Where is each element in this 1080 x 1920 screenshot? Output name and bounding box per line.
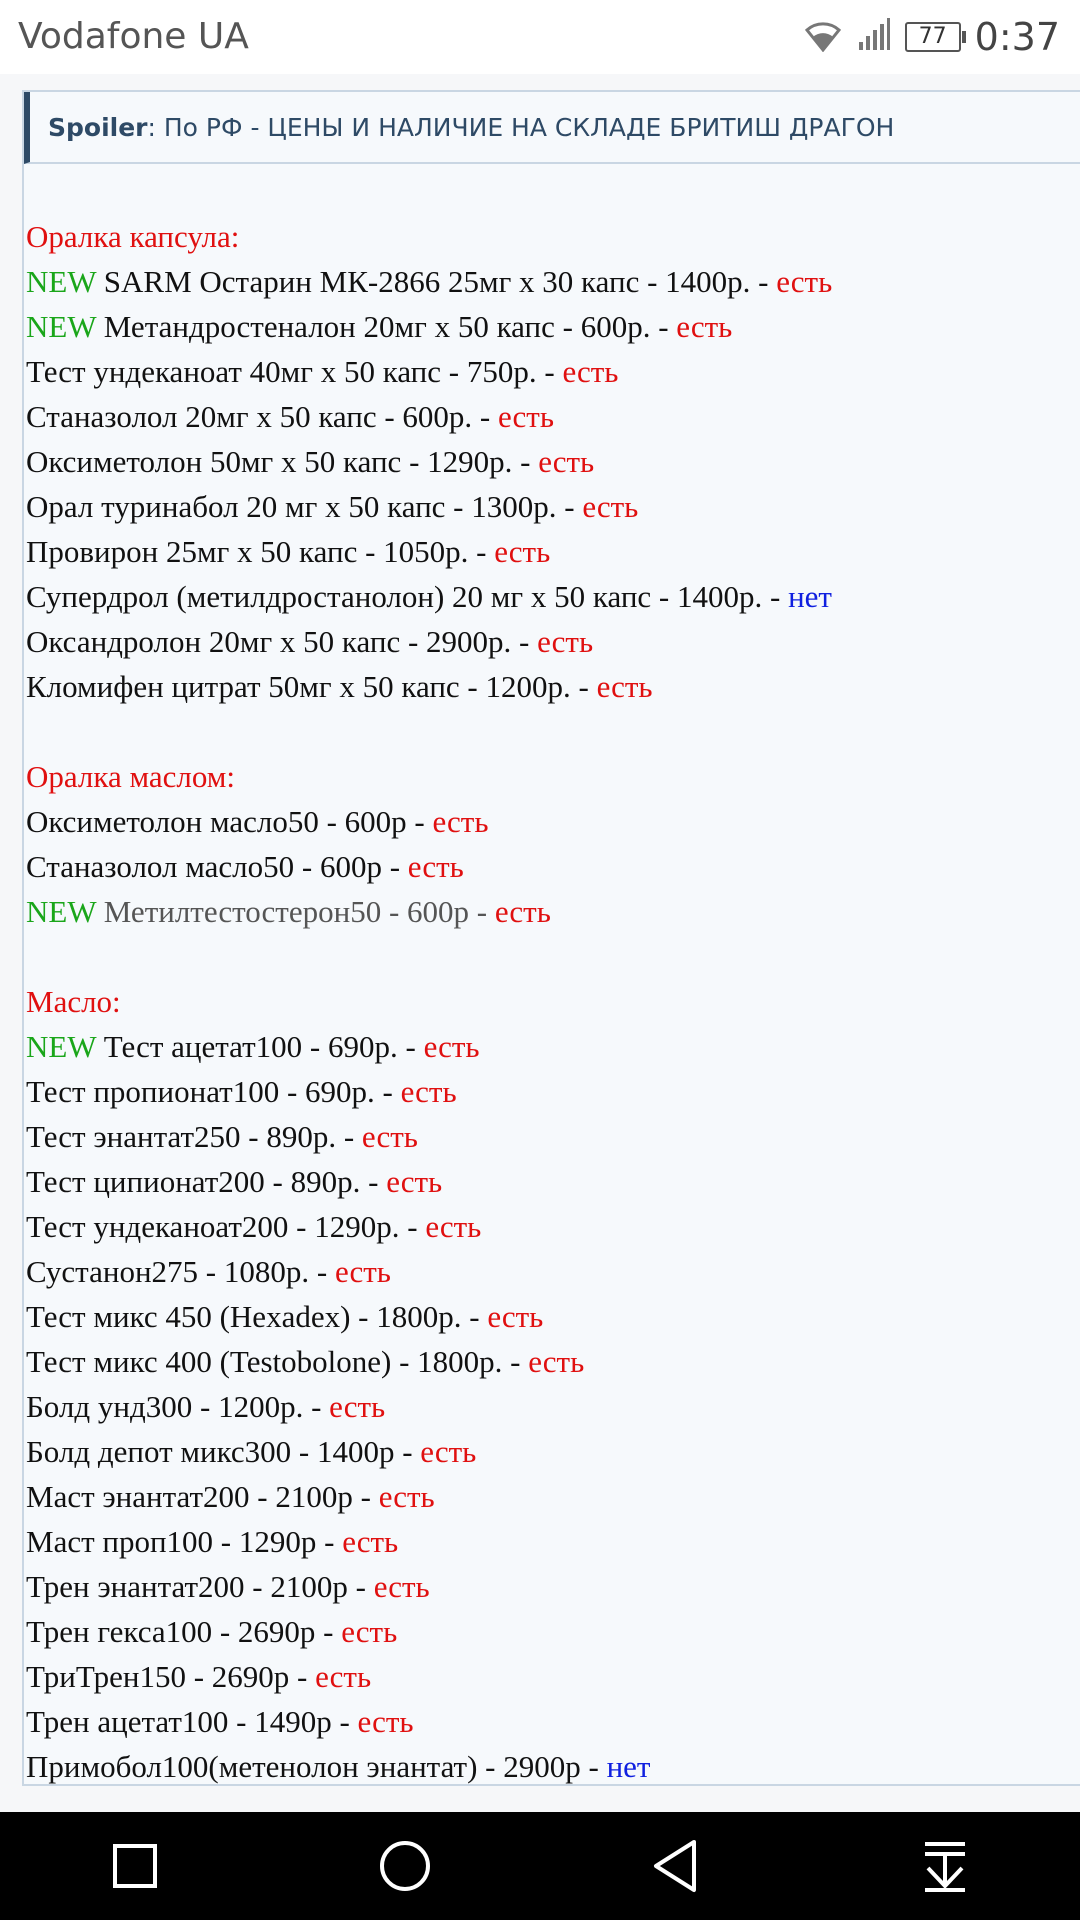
- notifications-pull-button[interactable]: [885, 1816, 1005, 1916]
- availability-status: есть: [407, 849, 464, 884]
- availability-status: есть: [494, 894, 551, 929]
- item-description: Трен ацетат100 - 1490р -: [26, 1704, 358, 1739]
- availability-status: есть: [537, 624, 594, 659]
- availability-status: есть: [582, 489, 639, 524]
- item-description: Маст проп100 - 1290р -: [26, 1524, 343, 1559]
- price-list-item: [26, 439, 1080, 484]
- item-description: Тест микс 400 (Testobolone) - 1800р. -: [26, 1344, 529, 1379]
- new-badge: NEW: [26, 1029, 104, 1064]
- availability-status: есть: [494, 534, 551, 569]
- item-description: Оксандролон 20мг x 50 капс - 2900р. -: [26, 624, 538, 659]
- availability-status: есть: [498, 399, 554, 434]
- price-list-item: [26, 1024, 1080, 1069]
- item-description: Станазолол масло50 - 600р -: [26, 849, 408, 884]
- battery-icon: 77: [905, 22, 961, 52]
- section-gap: [26, 934, 1080, 979]
- item-description: Супердрол (метилдростанолон) 20 мг x 50 капс - 1400р. -: [26, 579, 789, 614]
- spoiler-title: : По РФ - ЦЕНЫ И НАЛИЧИЕ НА СКЛАДЕ БРИТИШ ДРАГОН: [147, 113, 895, 142]
- back-button[interactable]: [615, 1816, 735, 1916]
- new-badge: NEW: [26, 264, 104, 299]
- price-list-item: [26, 574, 1080, 619]
- clock: 0:37: [974, 15, 1060, 59]
- availability-status: есть: [400, 1074, 457, 1109]
- item-description: Болд унд300 - 1200р. -: [26, 1389, 330, 1424]
- item-description: Оксиметолон 50мг x 50 капс - 1290р. -: [26, 444, 539, 479]
- availability-status: есть: [378, 1479, 435, 1514]
- availability-status: есть: [596, 669, 653, 704]
- item-description: Тест микс 450 (Hexadex) - 1800р. -: [26, 1299, 488, 1334]
- price-list-item: [26, 1474, 1080, 1519]
- price-list-item: [26, 1654, 1080, 1699]
- price-list-item: [26, 1384, 1080, 1429]
- price-list-item: [26, 349, 1080, 394]
- availability-status: есть: [334, 1254, 391, 1289]
- status-icons: [789, 14, 1060, 60]
- price-list-item: [26, 1339, 1080, 1384]
- availability-status: есть: [562, 354, 619, 389]
- price-list: [26, 214, 1080, 1789]
- item-description: Сустанон275 - 1080р. -: [26, 1254, 335, 1289]
- spoiler-label: Spoiler: [48, 113, 148, 142]
- price-list-item: [26, 484, 1080, 529]
- availability-status: есть: [341, 1614, 398, 1649]
- item-description: Трен энантат200 - 2100р -: [26, 1569, 374, 1604]
- availability-status: есть: [676, 309, 733, 344]
- availability-status: есть: [538, 444, 595, 479]
- item-description: Провирон 25мг x 50 капс - 1050р. -: [26, 534, 495, 569]
- item-description: Тест ундеканоат 40мг x 50 капс - 750р. -: [26, 354, 563, 389]
- price-list-item: [26, 1159, 1080, 1204]
- price-list-item: [26, 844, 1080, 889]
- price-list-item: [26, 1249, 1080, 1294]
- availability-status: есть: [342, 1524, 399, 1559]
- home-icon: [377, 1838, 433, 1894]
- item-description: Оксиметолон масло50 - 600р -: [26, 804, 433, 839]
- availability-status: есть: [373, 1569, 430, 1604]
- availability-status: есть: [420, 1434, 477, 1469]
- price-list-item: [26, 1294, 1080, 1339]
- item-description: Маст энантат200 - 2100р -: [26, 1479, 379, 1514]
- availability-status: есть: [357, 1704, 414, 1739]
- price-list-item: [26, 1564, 1080, 1609]
- new-badge: NEW: [26, 309, 104, 344]
- item-description: Кломифен цитрат 50мг x 50 капс - 1200р. -: [26, 669, 597, 704]
- price-list-item: [26, 1744, 1080, 1789]
- recent-apps-icon: [110, 1841, 160, 1891]
- home-button[interactable]: [345, 1816, 465, 1916]
- availability-status: нет: [788, 579, 832, 614]
- price-list-item: [26, 889, 1080, 934]
- spoiler-header[interactable]: [24, 92, 1080, 164]
- availability-status: есть: [423, 1029, 480, 1064]
- availability-status: есть: [361, 1119, 418, 1154]
- carrier-name: Vodafone UA: [18, 16, 249, 57]
- item-description: Примобол100(метенолон энантат) - 2900р -: [26, 1749, 607, 1784]
- item-description: ТриТрен150 - 2690р -: [26, 1659, 316, 1694]
- availability-status: есть: [776, 264, 833, 299]
- price-list-item: [26, 1114, 1080, 1159]
- item-description: Трен гекса100 - 2690р -: [26, 1614, 342, 1649]
- availability-status: есть: [528, 1344, 585, 1379]
- item-description: Орал туринабол 20 мг x 50 капс - 1300р. -: [26, 489, 583, 524]
- price-list-item: [26, 1429, 1080, 1474]
- recent-apps-button[interactable]: [75, 1816, 195, 1916]
- price-list-item: [26, 304, 1080, 349]
- price-list-item: [26, 259, 1080, 304]
- item-description: Тест ацетат100 - 690р. -: [103, 1029, 424, 1064]
- price-list-item: [26, 394, 1080, 439]
- price-list-item: [26, 619, 1080, 664]
- back-icon: [650, 1838, 700, 1894]
- price-list-item: [26, 1699, 1080, 1744]
- price-list-item: [26, 799, 1080, 844]
- item-description: Болд депот микс300 - 1400р -: [26, 1434, 421, 1469]
- section-title: Оралка маслом:: [26, 759, 236, 794]
- item-description: SARM Остарин МК-2866 25мг x 30 капс - 1400р. -: [103, 264, 777, 299]
- notifications-pull-icon: [920, 1838, 970, 1894]
- item-description: Тест пропионат100 - 690р. -: [26, 1074, 401, 1109]
- price-list-item: [26, 1609, 1080, 1654]
- availability-status: нет: [606, 1749, 651, 1784]
- item-description: Метилтестостерон50 - 600р -: [103, 894, 495, 929]
- price-list-item: [26, 1204, 1080, 1249]
- availability-status: есть: [487, 1299, 544, 1334]
- availability-status: есть: [432, 804, 489, 839]
- section-gap: [26, 709, 1080, 754]
- item-description: Станазолол 20мг x 50 капс - 600р. -: [26, 399, 499, 434]
- system-nav-bar: [0, 1812, 1080, 1920]
- availability-status: есть: [425, 1209, 482, 1244]
- availability-status: есть: [315, 1659, 372, 1694]
- item-description: Тест ципионат200 - 890р. -: [26, 1164, 387, 1199]
- item-description: Метандростеналон 20мг x 50 капс - 600р. -: [103, 309, 677, 344]
- item-description: Тест энантат250 - 890р. -: [26, 1119, 362, 1154]
- availability-status: есть: [386, 1164, 443, 1199]
- new-badge: NEW: [26, 894, 104, 929]
- section-title: Оралка капсула:: [26, 219, 240, 254]
- page-content: [0, 74, 1080, 1812]
- availability-status: есть: [329, 1389, 386, 1424]
- item-description: Тест ундеканоат200 - 1290р. -: [26, 1209, 426, 1244]
- spoiler-box: [22, 90, 1080, 1786]
- price-list-item: [26, 529, 1080, 574]
- section-title: Масло:: [26, 984, 121, 1019]
- wifi-icon: [803, 18, 843, 56]
- price-list-item: [26, 1069, 1080, 1114]
- status-bar: [0, 0, 1080, 74]
- price-list-item: [26, 1519, 1080, 1564]
- signal-icon: [857, 18, 891, 56]
- price-list-item: [26, 664, 1080, 709]
